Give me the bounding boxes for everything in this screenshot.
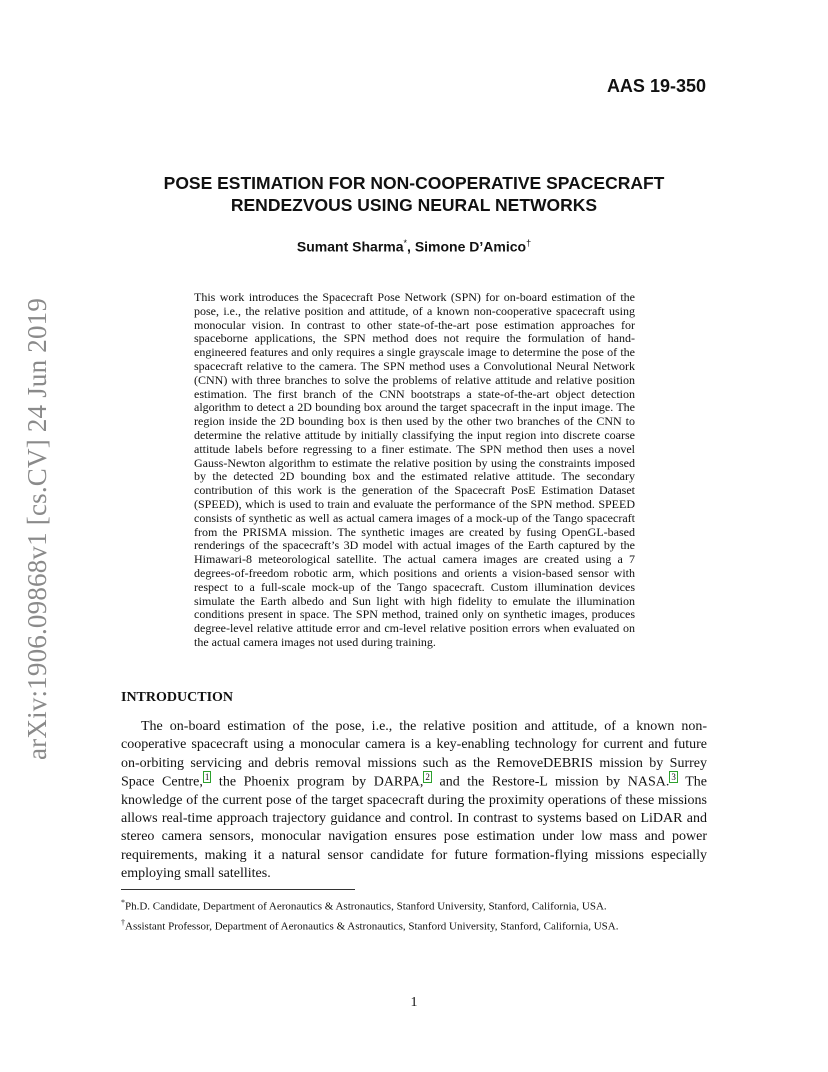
footnote	[121, 895, 721, 915]
paragraph-text: the Phoenix program by DARPA,	[211, 774, 424, 790]
citation-link[interactable]: 3	[671, 771, 676, 782]
footnote-text: Ph.D. Candidate, Department of Aeronautics & Astronautics, Stanford University, Stanford, California, USA.	[125, 900, 607, 913]
page-number: 1	[410, 995, 418, 1010]
paper-title	[100, 172, 728, 216]
footnote-mark: †	[121, 917, 125, 927]
author-footnote-mark: †	[526, 238, 532, 248]
report-number: AAS 19-350	[606, 76, 706, 96]
paragraph-text: and the Restore-L mission by NASA.	[431, 774, 670, 790]
title-line-1: POSE ESTIMATION FOR NON-COOPERATIVE SPACECRAFT	[163, 173, 665, 193]
section-heading: INTRODUCTION	[121, 690, 234, 705]
paragraph-text: The on-board estimation of the pose, i.e., the relative position and attitude, of a known non-cooperative spacecraft using a monocular camera is a key-enabling technology for current and future on-orbiting servicing and debris removal missions such as the RemoveDEBRIS mission by Surrey Space Centre,	[121, 719, 707, 790]
footnote	[121, 915, 721, 935]
author-name: Simone D’Amico	[414, 238, 527, 255]
introduction-paragraph	[121, 718, 707, 883]
author-footnote-mark: *	[403, 238, 408, 248]
abstract: This work introduces the Spacecraft Pose Network (SPN) for on-board estimation of the pose, i.e., the relative position and attitude, of a known non-cooperative spacecraft using monocular vision. In contrast to other state-of-the-art pose estimation approaches for spaceborne applications, the SPN method does not require the formulation of hand-engineered features and only requires a single grayscale image to determine the pose of the spacecraft relative to the camera. The SPN method uses a Convolutional Neural Network (CNN) with three branches to solve the problems of relative attitude and relative position estimation. The first branch of the CNN bootstraps a state-of-the-art object detection algorithm to detect a 2D bounding box around the target spacecraft in the input image. The region inside the 2D bounding box is then used by the other two branches of the CNN to determine the relative attitude by initially classifying the input region into discrete coarse attitude labels before regressing to a finer estimate. The SPN method then uses a novel Gauss-Newton algorithm to estimate the relative position by using the constraints imposed by the detected 2D bounding box and the estimated relative attitude. The secondary contribution of this work is the generation of the Spacecraft PosE Estimation Dataset (SPEED), which is used to train and evaluate the performance of the SPN method. SPEED consists of synthetic as well as actual camera images of a mock-up of the Tango spacecraft from the PRISMA mission. The synthetic images are created by fusing OpenGL-based renderings of the spacecraft’s 3D model with actual images of the Earth captured by the Himawari-8 meteorological satellite. The actual camera images are created using a 7 degrees-of-freedom robotic arm, which positions and orients a vision-based sensor with respect to a full-scale mock-up of the Tango spacecraft. Custom illumination devices simulate the Earth albedo and Sun light with high fidelity to emulate the illumination conditions present in space. The SPN method, trained only on synthetic images, produces degree-level relative attitude error and cm-level relative position errors when evaluated on the actual camera images not used during training.	[194, 290, 635, 649]
author-list	[100, 238, 728, 255]
arxiv-stamp	[22, 290, 52, 760]
author-name: Sumant Sharma	[296, 238, 404, 255]
footnote-text: Assistant Professor, Department of Aeronautics & Astronautics, Stanford University, Stanford, California, USA.	[125, 920, 619, 933]
footnotes	[121, 895, 721, 934]
citation-link[interactable]: 2	[425, 771, 430, 782]
paragraph-text: The knowledge of the current pose of the target spacecraft during the proximity operations of these missions allows real-time approach trajectory guidance and control. In contrast to systems based on LiDAR and stereo camera sensors, monocular navigation ensures pose estimation under low mass and power requirements, making it a natural sensor candidate for future formation-flying missions especially employing small satellites.	[121, 774, 708, 882]
citation-link[interactable]: 1	[204, 771, 210, 782]
footnote-divider	[121, 889, 355, 890]
footnote-mark: *	[121, 898, 125, 907]
title-line-2: RENDEZVOUS USING NEURAL NETWORKS	[230, 195, 598, 215]
arxiv-stamp-text: arXiv:1906.09868v1 [cs.CV] 24 Jun 2019	[22, 297, 52, 760]
author-separator: ,	[407, 238, 415, 255]
